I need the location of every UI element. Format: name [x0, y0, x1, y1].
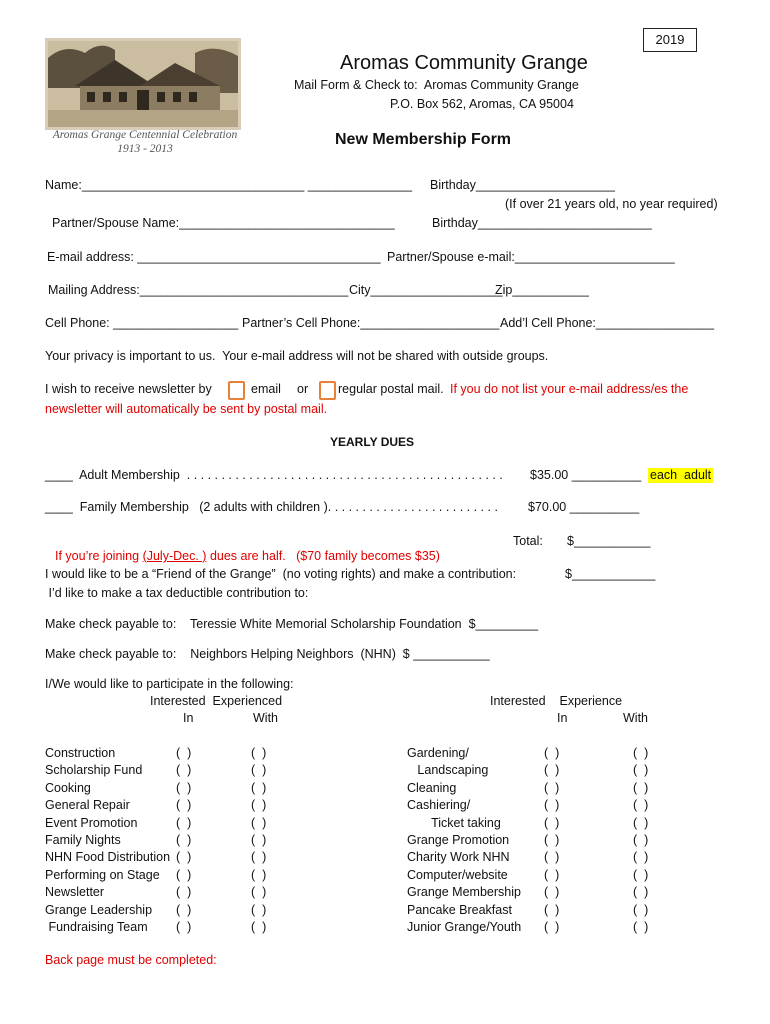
right-experienced-mark[interactable]: ( )	[633, 763, 649, 777]
right-experienced-mark[interactable]: ( )	[633, 781, 649, 795]
left-experienced-mark[interactable]: ( )	[251, 763, 267, 777]
right-interested-mark[interactable]: ( )	[544, 746, 560, 760]
adult-price[interactable]: $35.00 __________	[530, 468, 642, 482]
left-interested-mark[interactable]: ( )	[176, 868, 192, 882]
left-experienced-mark[interactable]: ( )	[251, 746, 267, 760]
left-interested-mark[interactable]: ( )	[176, 763, 192, 777]
grange-hall-logo	[45, 38, 241, 130]
right-activity-label: Ticket taking	[407, 816, 501, 830]
newsletter-note-part2: newsletter will automatically be sent by postal mail.	[45, 402, 328, 416]
right-activity-label: Grange Membership	[407, 885, 521, 899]
left-interested-mark[interactable]: ( )	[176, 833, 192, 847]
right-interested-mark[interactable]: ( )	[544, 833, 560, 847]
left-interested-mark[interactable]: ( )	[176, 850, 192, 864]
right-activity-label: Gardening/	[407, 746, 469, 760]
right-experienced-mark[interactable]: ( )	[633, 850, 649, 864]
right-interested-mark[interactable]: ( )	[544, 868, 560, 882]
right-experienced-mark[interactable]: ( )	[633, 816, 649, 830]
left-activity-label: Scholarship Fund	[45, 763, 143, 777]
right-col-head1: Interested Experience	[490, 694, 623, 708]
right-activity-label: Cashiering/	[407, 798, 471, 812]
friend-line: I would like to be a “Friend of the Grange” (no voting rights) and make a contribution:	[45, 567, 517, 581]
left-interested-mark[interactable]: ( )	[176, 903, 192, 917]
privacy-note: Your privacy is important to us. Your e-mail address will not be shared with outside groups.	[45, 349, 549, 363]
logo-caption-line2: 1913 - 2013	[117, 143, 173, 155]
adult-membership-row[interactable]: ____ Adult Membership . . . . . . . . . . . . . . . . . . . . . . . . . . . . . . . . . . . . . . . . . . . . . .	[45, 468, 503, 482]
right-activity-label: Pancake Breakfast	[407, 903, 512, 917]
right-experienced-mark[interactable]: ( )	[633, 833, 649, 847]
left-activity-label: Performing on Stage	[45, 868, 160, 882]
payable-nhn[interactable]: Make check payable to: Neighbors Helping Neighbors (NHN) $ ___________	[45, 647, 490, 661]
left-activity-label: Event Promotion	[45, 816, 138, 830]
right-activity-label: Landscaping	[407, 763, 489, 777]
left-experienced-mark[interactable]: ( )	[251, 798, 267, 812]
right-interested-mark[interactable]: ( )	[544, 903, 560, 917]
total-label: Total:	[513, 534, 543, 548]
yearly-dues-heading: YEARLY DUES	[330, 435, 415, 449]
right-interested-mark[interactable]: ( )	[544, 885, 560, 899]
right-activity-label: Cleaning	[407, 781, 457, 795]
family-membership-row[interactable]: ____ Family Membership (2 adults with children ). . . . . . . . . . . . . . . . . . . . . . . . .	[45, 500, 498, 514]
family-price[interactable]: $70.00 __________	[528, 500, 640, 514]
left-experienced-mark[interactable]: ( )	[251, 833, 267, 847]
partner-name-field[interactable]: Partner/Spouse Name:_______________________________	[52, 216, 395, 230]
right-experienced-mark[interactable]: ( )	[633, 746, 649, 760]
half-dues-note-b: (July-Dec. )	[142, 549, 207, 563]
right-interested-mark[interactable]: ( )	[544, 781, 560, 795]
postal-checkbox[interactable]	[319, 381, 336, 400]
left-experienced-mark[interactable]: ( )	[251, 920, 267, 934]
birthday-field[interactable]: Birthday____________________	[430, 178, 615, 192]
postal-option-label: regular postal mail.	[338, 382, 444, 396]
left-interested-mark[interactable]: ( )	[176, 816, 192, 830]
cell-phone-field[interactable]: Cell Phone: __________________	[45, 316, 239, 330]
or-label: or	[297, 382, 309, 396]
half-dues-note-a: If you’re joining	[55, 549, 143, 563]
left-activity-label: Grange Leadership	[45, 903, 153, 917]
right-experienced-mark[interactable]: ( )	[633, 885, 649, 899]
left-experienced-mark[interactable]: ( )	[251, 781, 267, 795]
left-interested-mark[interactable]: ( )	[176, 920, 192, 934]
right-col-head2-with: With	[623, 711, 648, 725]
right-experienced-mark[interactable]: ( )	[633, 868, 649, 882]
left-col-head1: Interested Experienced	[150, 694, 283, 708]
logo-caption-line1: Aromas Grange Centennial Celebration	[52, 129, 238, 141]
year-box: 2019	[643, 28, 697, 52]
left-experienced-mark[interactable]: ( )	[251, 868, 267, 882]
email-option-label: email	[251, 382, 281, 396]
right-interested-mark[interactable]: ( )	[544, 920, 560, 934]
left-interested-mark[interactable]: ( )	[176, 798, 192, 812]
left-interested-mark[interactable]: ( )	[176, 746, 192, 760]
payable-scholarship[interactable]: Make check payable to: Teressie White Memorial Scholarship Foundation $_________	[45, 617, 539, 631]
left-interested-mark[interactable]: ( )	[176, 781, 192, 795]
right-experienced-mark[interactable]: ( )	[633, 903, 649, 917]
left-experienced-mark[interactable]: ( )	[251, 816, 267, 830]
left-activity-label: General Repair	[45, 798, 130, 812]
half-dues-note	[55, 534, 440, 564]
left-experienced-mark[interactable]: ( )	[251, 885, 267, 899]
participate-intro: I/We would like to participate in the following:	[45, 677, 294, 691]
mail-line: Mail Form & Check to: Aromas Community Grange	[294, 78, 579, 92]
left-col-head2-in: In	[183, 711, 194, 725]
right-interested-mark[interactable]: ( )	[544, 798, 560, 812]
zip-field[interactable]: Zip___________	[495, 283, 589, 297]
left-activity-label: Fundraising Team	[45, 920, 148, 934]
half-dues-note-c: dues are half. ($70 family becomes $35)	[206, 549, 440, 563]
left-activity-label: NHN Food Distribution	[45, 850, 171, 864]
newsletter-note-part1: If you do not list your e-mail address/es the	[450, 382, 689, 396]
right-experienced-mark[interactable]: ( )	[633, 920, 649, 934]
left-activity-label: Cooking	[45, 781, 91, 795]
left-activity-label: Family Nights	[45, 833, 121, 847]
name-field[interactable]: Name:________________________________ _______________	[45, 178, 413, 192]
total-value[interactable]: $___________	[567, 534, 651, 548]
right-experienced-mark[interactable]: ( )	[633, 798, 649, 812]
address-line: P.O. Box 562, Aromas, CA 95004	[390, 97, 574, 111]
left-activity-label: Construction	[45, 746, 116, 760]
right-activity-label: Junior Grange/Youth	[407, 920, 522, 934]
addl-cell-field[interactable]: Add’l Cell Phone:_________________	[500, 316, 715, 330]
logo-caption	[45, 128, 245, 156]
partner-email-field[interactable]: Partner/Spouse e-mail:_______________________	[387, 250, 675, 264]
back-page-note: Back page must be completed:	[45, 953, 217, 967]
email-checkbox[interactable]	[228, 381, 245, 400]
right-col-head2-in: In	[557, 711, 568, 725]
left-activity-label: Newsletter	[45, 885, 105, 899]
age-note: (If over 21 years old, no year required)	[505, 197, 718, 211]
right-interested-mark[interactable]: ( )	[544, 816, 560, 830]
right-activity-label: Charity Work NHN	[407, 850, 510, 864]
city-field[interactable]: City___________________	[349, 283, 503, 297]
left-col-head2-with: With	[253, 711, 278, 725]
left-interested-mark[interactable]: ( )	[176, 885, 192, 899]
org-title: Aromas Community Grange	[340, 52, 588, 74]
tax-deductible-line: I’d like to make a tax deductible contribution to:	[45, 586, 309, 600]
partner-cell-field[interactable]: Partner’s Cell Phone:____________________	[242, 316, 500, 330]
right-interested-mark[interactable]: ( )	[544, 850, 560, 864]
left-experienced-mark[interactable]: ( )	[251, 850, 267, 864]
partner-birthday-field[interactable]: Birthday_________________________	[432, 216, 652, 230]
left-experienced-mark[interactable]: ( )	[251, 903, 267, 917]
each-adult-note: each adult	[650, 468, 712, 482]
right-activity-label: Grange Promotion	[407, 833, 510, 847]
right-interested-mark[interactable]: ( )	[544, 763, 560, 777]
friend-value[interactable]: $____________	[565, 567, 656, 581]
form-title: New Membership Form	[335, 131, 512, 148]
mailing-address-field[interactable]: Mailing Address:______________________________	[48, 283, 349, 297]
right-activity-label: Computer/website	[407, 868, 508, 882]
email-field[interactable]: E-mail address: ___________________________________	[47, 250, 381, 264]
newsletter-prefix: I wish to receive newsletter by	[45, 382, 212, 396]
